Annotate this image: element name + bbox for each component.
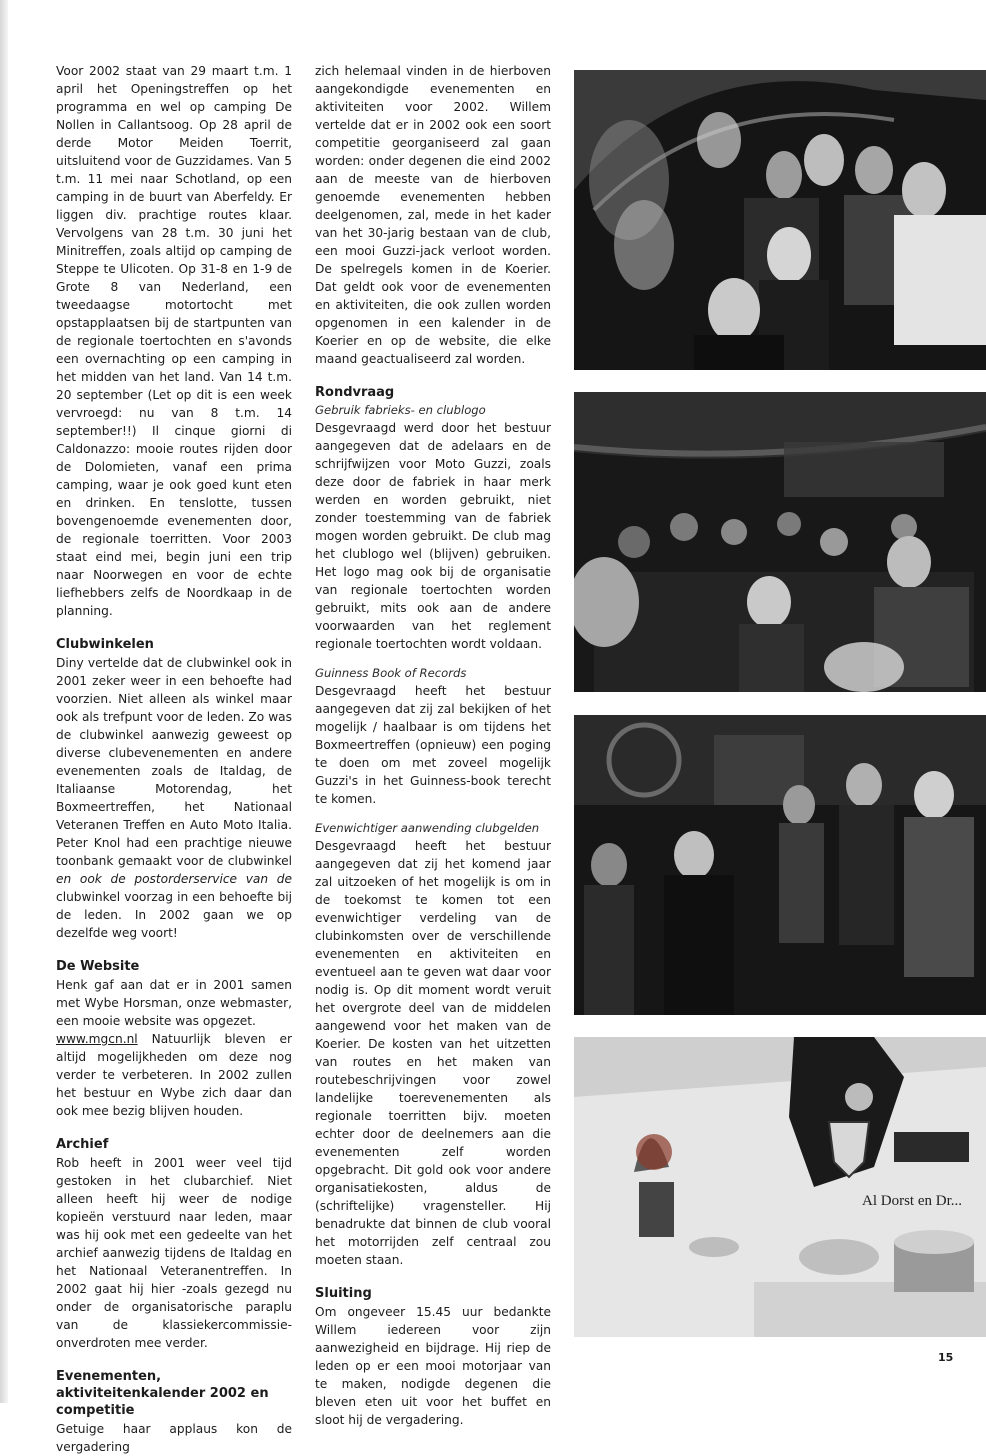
heading-rondvraag: Rondvraag: [315, 385, 395, 400]
clubgelden-paragraph: Desgevraagd heeft het bestuur aangegeven dat zij het komend jaar zal uitzoeken of het mogelijk is om in de toekomst te komen tot een evenwichtiger verdeling van de clubinkomsten over de verschillende evenementen en aktiviteiten en eventueel aan te geven wat daar voor nodig is. Op dit moment wordt veruit het overgrote deel van de middelen aangewend voor het maken van de Koerier. De kosten van het uitzetten van routes en het maken van routebeschrijvingen voor zowel landelijke toerevenementen als regionale toerritten bijv. moeten echter door de deelnemers aan die evenementen zelf worden opgebracht. Dit gold ook voor andere organisatiekosten, aldus de (schriftelijke) vragensteller. Hij benadrukte dat binnen de club vooral het motorrijden zelf centraal zou moeten staan.: [315, 839, 551, 1267]
archief-paragraph: Rob heeft in 2001 weer veel tijd gestoken in het clubarchief. Niet alleen heeft hij weer de nodige kopieën verstuurd naar leden, maar was hij ook met een gedeelte van het archief aanwezig tijdens de Italdag en het Nationaal Veteranentreffen. In 2002 gaat hij hier -zoals gezegd nu onder de organisatorische paraplu van de klassiekercommissie- onverdroten mee verder.: [56, 1156, 292, 1350]
photo-standing-crowd-image: [574, 715, 986, 1015]
page-edge-shadow: [0, 0, 8, 1403]
subheading-logo: Gebruik fabrieks- en clublogo: [315, 403, 486, 417]
clubwinkelen-text-part1: Diny vertelde dat de clubwinkel ook in 2001 zeker weer in een behoefte had voorzien. Niet alleen als winkel maar ook als trefpunt voor de leden. Zo was de clubwinkel aanwezig geweest op diverse clubevenementen en andere evenementen zoals de Italdag, de Italiaanse Motorendag, het Boxmeertreffen, het Nationaal Veteranen Treffen en Auto Moto Italia. Peter Knol had een prachtige nieuwe toonbank gemaakt voor de clubwinkel: [56, 656, 292, 868]
photo-bar-crowd-image: [574, 70, 986, 370]
website-text-part2: Natuurlijk bleven er altijd mogelijkheden om deze nog verder te verbeteren. In 2002 zullen het bestuur en Wybe zich daar dan ook mee bezig blijven houden.: [56, 1032, 292, 1118]
guinness-paragraph: Desgevraagd heeft het bestuur aangegeven dat zij zal bekijken of het mogelijk / haalbaar is om tijdens het Boxmeertreffen (opnieuw) een poging te doen om met zoveel mogelijk Guzzi's in het Guinness-book terecht te komen.: [315, 684, 551, 806]
page-number: 15: [938, 1351, 954, 1364]
clubwinkelen-text-part2: clubwinkel voorzag in een behoefte bij de leden. In 2002 gaan we op dezelfde weg voort!: [56, 890, 292, 940]
heading-website: De Website: [56, 959, 140, 974]
photo-bar-crowd: [574, 70, 986, 370]
photo-buffet-image: [574, 1037, 986, 1337]
subheading-guinness: Guinness Book of Records: [315, 666, 467, 680]
clubwinkelen-text-italic: en ook de postorderservice van de: [56, 872, 292, 886]
heading-clubwinkelen: Clubwinkelen: [56, 637, 154, 652]
clubwinkelen-paragraph: [56, 654, 292, 942]
photo-buffet: [574, 1037, 986, 1337]
evenementen-paragraph: Getuige haar applaus kon de vergadering: [56, 1422, 292, 1454]
intro-paragraph: Voor 2002 staat van 29 maart t.m. 1 april het Openingstreffen op het programma en wel op camping De Nollen in Callantsoog. Op 28 april de derde Motor Meiden Toerrit, uitsluitend voor de Guzzidames. Van 5 t.m. 11 mei naar Schotland, op een camping in de buurt van Aberfeldy. Er liggen div. prachtige routes klaar. Vervolgens van 28 t.m. 30 juni het Minitreffen, zoals altijd op camping de Steppe te Ulicoten. Op 31-8 en 1-9 de Grote 8 van Nederland, een tweedaagse motortocht met opstapplaatsen bij de startpunten van de regionale toertochten en s'avonds een overnachting op een camping in het midden van het land. Van 14 t.m. 20 september (Let op dit is een week vervroegd: nu van 8 t.m. 14 september!!) Il cinque giorni di Caldonazzo: mooie routes rijden door de Dolomieten, vanaf een prima camping, waar je ook goed kunt eten en drinken. En tenslotte, tussen bovengenoemde evenementen door, de regionale toerritten. Voor 2003 staat eind mei, begin juni een trip naar Noorwegen en voor de echte liefhebbers zelfs de Noordkaap in de planning.: [56, 64, 292, 618]
heading-evenementen: Evenementen, aktiviteitenkalender 2002 en competitie: [56, 1369, 269, 1418]
heading-sluiting: Sluiting: [315, 1286, 372, 1301]
photo-meeting-room: [574, 392, 986, 692]
continuation-paragraph: zich helemaal vinden in de hierboven aangekondigde evenementen en aktiviteiten voor 2002. Willem vertelde dat er in 2002 ook een soort competitie georganiseerd zal gaan worden: onder degenen die eind 2002 aan de meeste van de hierboven genoemde evenementen hebben deelgenomen, zal, mede in het kader van het 30-jarig bestaan van de club, een mooi Guzzi-jack verloot worden. De spelregels komen in de Koerier. Dat geldt ook voor de evenementen en aktiviteiten, die ook zullen worden opgenomen in een kalender in de Koerier en op de website, die elke maand geactualiseerd zal worden.: [315, 64, 551, 366]
text-column-left: [56, 62, 292, 1456]
buffet-wall-sign: Al Dorst en Dr...: [862, 1193, 962, 1209]
heading-archief: Archief: [56, 1137, 109, 1152]
text-column-middle: [315, 62, 551, 1429]
subheading-clubgelden: Evenwichtiger aanwending clubgelden: [315, 821, 540, 835]
website-link[interactable]: www.mgcn.nl: [56, 1032, 138, 1046]
website-paragraph-1: Henk gaf aan dat er in 2001 samen met Wybe Horsman, onze webmaster, een mooie website was opgezet.: [56, 978, 292, 1028]
photo-standing-crowd: [574, 715, 986, 1015]
sluiting-paragraph: Om ongeveer 15.45 uur bedankte Willem iedereen voor zijn aanwezigheid en bijdrage. Hij riep de leden op er een mooi motorjaar van te maken, nodigde degenen die bleven eten uit voor het buffet en sloot hij de vergadering.: [315, 1305, 551, 1427]
logo-paragraph: Desgevraagd werd door het bestuur aangegeven dat de adelaars en de schrijfwijzen voor Moto Guzzi, zoals deze door de fabriek in haar merk werden en worden gebruikt, niet zonder toestemming van de fabriek mogen worden gebruikt. De club mag het clublogo wel (blijven) gebruiken. Het logo mag ook bij de organisatie van regionale toertochten worden gebruikt, mits ook aan de andere voorwaarden van het reglement regionale toertochten wordt voldaan.: [315, 421, 551, 651]
photo-meeting-room-image: [574, 392, 986, 692]
website-paragraph-2: [56, 1030, 292, 1120]
